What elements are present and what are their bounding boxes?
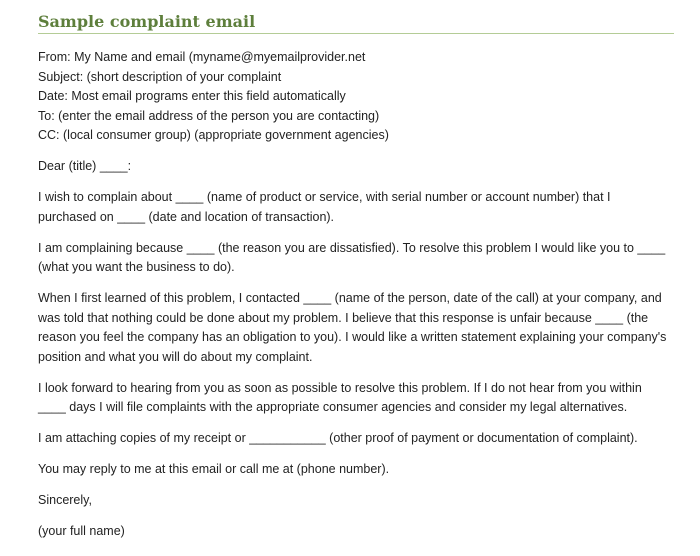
date-line: Date: Most email programs enter this field automatically <box>38 89 346 103</box>
complaint-paragraph-deadline: I look forward to hearing from you as soon as possible to resolve this problem. If I do not hear from you within ____ days I will file complaints with the appropriate consumer agencies and consider my legal alternatives. <box>38 380 642 414</box>
complaint-paragraph-reason: I am complaining because ____ (the reason you are dissatisfied). To resolve this problem I would like you to ____ (what you want the business to do). <box>38 240 666 274</box>
page-title: Sample complaint email <box>38 12 256 31</box>
complaint-paragraph-history: When I first learned of this problem, I contacted ____ (name of the person, date of the call) at your company, and was told that nothing could be done about my problem. I believe that this response is unfair because ____ (the reason you feel the company has an obligation to you). I would like a written statement explaining your company's position and what you will do about my complaint. <box>38 291 667 364</box>
complaint-paragraph-attachments: I am attaching copies of my receipt or ___________ (other proof of payment or documentation of complaint). <box>38 431 638 445</box>
title-divider <box>38 33 674 34</box>
signature: (your full name) <box>38 524 125 538</box>
salutation: Dear (title) ____: <box>38 159 132 173</box>
complaint-paragraph-contact: You may reply to me at this email or call me at (phone number). <box>38 462 390 476</box>
closing: Sincerely, <box>38 493 92 507</box>
complaint-paragraph-product: I wish to complain about ____ (name of product or service, with serial number or account number) that I purchased on ____ (date and location of transaction). <box>38 190 611 224</box>
email-template <box>38 48 668 542</box>
subject-line: Subject: (short description of your complaint <box>38 69 282 84</box>
email-header-block <box>38 48 668 146</box>
from-line: From: My Name and email (myname@myemailprovider.net <box>38 50 366 64</box>
to-line: To: (enter the email address of the person you are contacting) <box>38 108 380 123</box>
cc-line: CC: (local consumer group) (appropriate government agencies) <box>38 128 389 142</box>
